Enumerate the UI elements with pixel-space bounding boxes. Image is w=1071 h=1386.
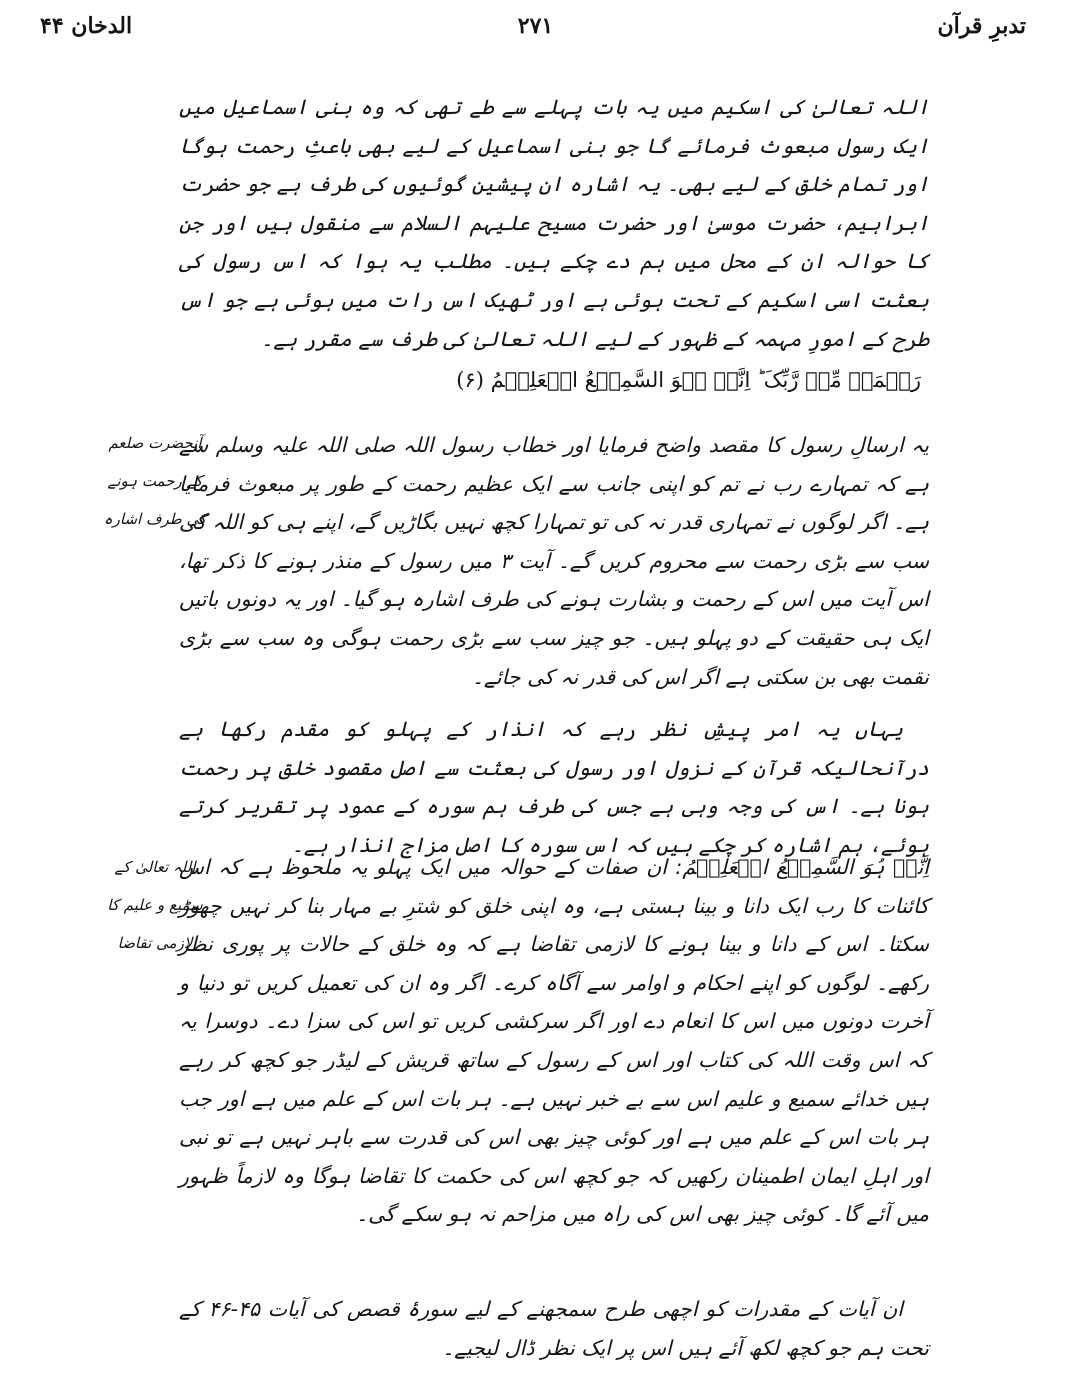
paragraph-3: یہاں یہ امر پیشِ نظر رہے کہ انذار کے پہلو کو مقدم رکھا ہے درآنحالیکہ قرآن کے نزول اور رسول کی بعثت سے اصل مقصود خلق پر رحمت ہونا ہے۔ اس کی وجہ وہی ہے جس کی طرف ہم سورہ کے عمود پر تقریر کرتے ہوئے، ہم اشارہ کر چکے ہیں کہ اس سورہ کا اصل مزاج انذار ہے۔ xyxy=(179,717,929,857)
paragraph-1: اللہ تعالیٰ کی اسکیم میں یہ بات پہلے سے طے تھی کہ وہ بنی اسماعیل میں ایک رسول مبعوث فرمائے گا جو بنی اسماعیل کے لیے بھی باعثِ رحمت ہوگا اور تمام خلق کے لیے بھی۔ یہ اشارہ ان پیشین گوئیوں کی طرف ہے جو حضرت ابراہیم، حضرت موسیٰ اور حضرت مسیح علیہم السلام سے منقول ہیں اور جن کا حوالہ ان کے محل میں ہم دے چکے ہیں۔ مطلب یہ ہوا کہ اس رسول کی بعثت اسی اسکیم کے تحت ہوئی ہے اور ٹھیک اس رات میں ہوئی ہے جو اس طرح کے امورِ مہمہ کے ظہور کے لیے اللہ تعالیٰ کی طرف سے مقرر ہے۔ xyxy=(179,95,929,351)
quran-verse: رَحۡمَۃً مِّنۡ رَّبِّکَ ؕ اِنَّہٗ ہُوَ السَّمِیۡعُ الۡعَلِیۡمُ (۶) xyxy=(456,368,921,392)
paragraph-4: اِنَّہٗ ہُوَ السَّمِیۡعُ الۡعَلِیۡمُ: ان صفات کے حوالہ میں ایک پہلو یہ ملحوظ ہے کہ اس کائنات کا رب ایک دانا و بینا ہستی ہے، وہ اپنی خلق کو شترِ بے مہار بنا کر نہیں چھوڑ سکتا۔ اس کے دانا و بینا ہونے کا لازمی تقاضا ہے کہ وہ خلق کے حالات پر پوری نظر رکھے۔ لوگوں کو اپنے احکام و اوامر سے آگاہ کرے۔ اگر وہ ان کی تعمیل کریں تو دنیا و آخرت دونوں میں اس کا انعام دے اور اگر سرکشی کریں تو اس کی سزا دے۔ دوسرا یہ کہ اس وقت اللہ کی کتاب اور اس کے رسول کے ساتھ قریش کے لیڈر جو کچھ کر رہے ہیں خدائے سمیع و علیم اس سے بے خبر نہیں ہے۔ ہر بات اس کے علم میں ہے اور جب ہر بات اس کے علم میں ہے اور کوئی چیز بھی اس کی قدرت سے باہر نہیں ہے تو نبی اور اہلِ ایمان اطمینان رکھیں کہ جو کچھ اس کی حکمت کا تقاضا ہوگا وہ لازماً ظہور میں آئے گا۔ کوئی چیز بھی اس کی راہ میں مزاحم نہ ہو سکے گی۔ xyxy=(179,855,929,1227)
surah-name: الدخان ۴۴ xyxy=(40,13,133,39)
paragraph-2: یہ ارسالِ رسول کا مقصد واضح فرمایا اور خطاب رسول اللہ صلی اللہ علیہ وسلم سے ہے کہ تمہارے رب نے تم کو اپنی جانب سے ایک عظیم رحمت کے طور پر مبعوث فرمایا ہے۔ اگر لوگوں نے تمہاری قدر نہ کی تو تمہارا کچھ نہیں بگاڑیں گے، اپنے ہی کو اللہ کی سب سے بڑی رحمت سے محروم کریں گے۔ آیت ۳ میں رسول کے منذر ہونے کا ذکر تھا، اس آیت میں اس کے رحمت و بشارت ہونے کی طرف اشارہ ہو گیا۔ اور یہ دونوں باتیں ایک ہی حقیقت کے دو پہلو ہیں۔ جو چیز سب سے بڑی رحمت ہوگی وہ سب سے بڑی نقمت بھی بن سکتی ہے اگر اس کی قدر نہ کی جائے۔ xyxy=(179,433,929,689)
margin-note-1: آنحضرت صلعم کے رحمت ہونے کی طرف اشارہ xyxy=(103,434,207,528)
book-title: تدبرِ قرآن xyxy=(937,13,1026,39)
page-header xyxy=(0,6,1071,50)
margin-note-2: اللہ تعالیٰ کے سمیع و علیم کا لازمی تقاضا xyxy=(107,858,203,952)
page-number: ۲۷۱ xyxy=(517,13,554,39)
paragraph-5: ان آیات کے مقدرات کو اچھی طرح سمجھنے کے لیے سورۂ قصص کی آیات ۴۵-۴۶ کے تحت ہم جو کچھ لکھ آئے ہیں اس پر ایک نظر ڈال لیجیے۔ xyxy=(179,1297,929,1360)
